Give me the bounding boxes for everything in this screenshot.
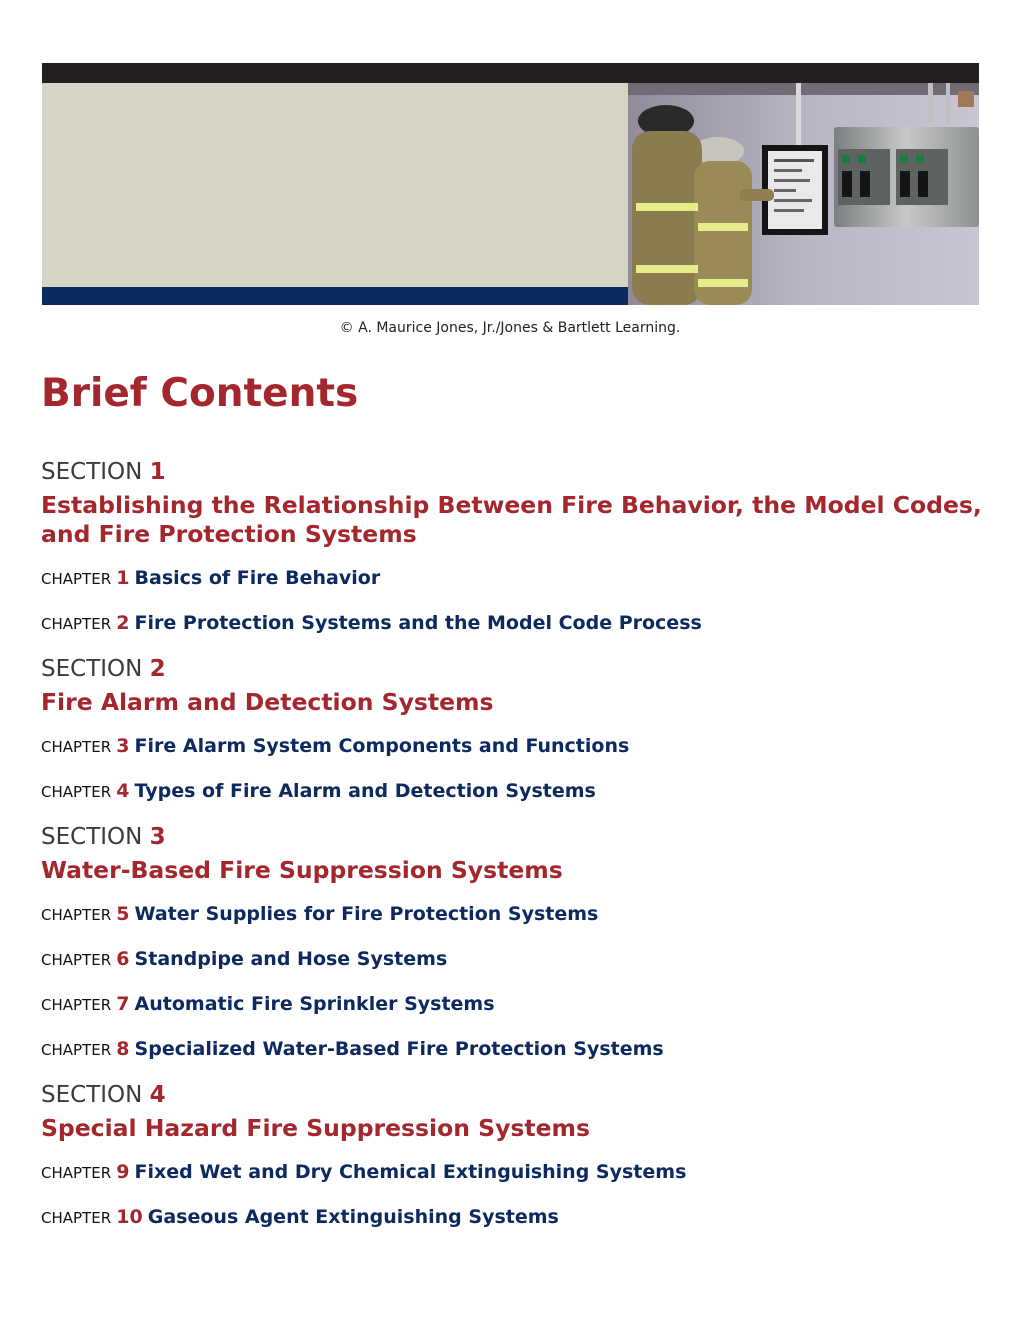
chapter-title[interactable]: Types of Fire Alarm and Detection Systems <box>134 780 596 802</box>
chapter-word: CHAPTER <box>41 615 112 633</box>
chapter-entry[interactable] <box>41 731 986 762</box>
page-title: Brief Contents <box>41 371 359 416</box>
chapter-title[interactable]: Automatic Fire Sprinkler Systems <box>134 993 495 1015</box>
section-label <box>41 822 986 852</box>
chapter-number: 2 <box>116 612 130 634</box>
section-number: 3 <box>149 824 166 850</box>
chapter-entry[interactable] <box>41 1157 986 1188</box>
chapter-word: CHAPTER <box>41 783 112 801</box>
firefighters-photo <box>628 83 979 305</box>
chapter-entry[interactable] <box>41 899 986 930</box>
chapter-entry[interactable] <box>41 944 986 975</box>
header-banner <box>42 63 979 305</box>
chapter-entry[interactable] <box>41 563 986 594</box>
chapter-number: 8 <box>116 1038 130 1060</box>
chapter-word: CHAPTER <box>41 951 112 969</box>
section-label <box>41 1080 986 1110</box>
chapter-word: CHAPTER <box>41 570 112 588</box>
section-word: SECTION <box>41 459 143 485</box>
chapter-number: 6 <box>116 948 130 970</box>
section-label <box>41 457 986 487</box>
chapter-title[interactable]: Water Supplies for Fire Protection Systems <box>134 903 599 925</box>
section-number: 2 <box>149 656 166 682</box>
chapter-title[interactable]: Basics of Fire Behavior <box>134 567 381 589</box>
chapter-title[interactable]: Fire Protection Systems and the Model Code Process <box>134 612 702 634</box>
chapter-word: CHAPTER <box>41 1209 112 1227</box>
chapter-word: CHAPTER <box>41 996 112 1014</box>
chapter-entry[interactable] <box>41 989 986 1020</box>
banner-navy-bar <box>42 287 628 305</box>
section-word: SECTION <box>41 1082 143 1108</box>
table-of-contents <box>41 457 986 1248</box>
banner-beige-panel <box>42 83 628 287</box>
banner-top-bar <box>42 63 979 83</box>
chapter-title[interactable]: Fire Alarm System Components and Functions <box>134 735 630 757</box>
chapter-entry[interactable] <box>41 608 986 639</box>
section-4 <box>41 1080 986 1233</box>
section-number: 1 <box>149 459 166 485</box>
section-word: SECTION <box>41 656 143 682</box>
section-number: 4 <box>149 1082 166 1108</box>
chapter-number: 3 <box>116 735 130 757</box>
section-title: Water-Based Fire Suppression Systems <box>41 856 563 884</box>
chapter-title[interactable]: Fixed Wet and Dry Chemical Extinguishing Systems <box>134 1161 687 1183</box>
section-title: Special Hazard Fire Suppression Systems <box>41 1114 591 1142</box>
section-title: Fire Alarm and Detection Systems <box>41 688 494 716</box>
chapter-number: 4 <box>116 780 130 802</box>
photo-credit: © A. Maurice Jones, Jr./Jones & Bartlett Learning. <box>339 320 681 336</box>
chapter-entry[interactable] <box>41 1034 986 1065</box>
section-2 <box>41 654 986 807</box>
chapter-word: CHAPTER <box>41 1041 112 1059</box>
chapter-title[interactable]: Specialized Water-Based Fire Protection Systems <box>134 1038 664 1060</box>
chapter-number: 1 <box>116 567 130 589</box>
section-label <box>41 654 986 684</box>
chapter-title[interactable]: Gaseous Agent Extinguishing Systems <box>147 1206 559 1228</box>
section-title: Establishing the Relationship Between Fire Behavior, the Model Codes, and Fire Protection Systems <box>41 491 982 548</box>
chapter-title[interactable]: Standpipe and Hose Systems <box>134 948 448 970</box>
chapter-number: 9 <box>116 1161 130 1183</box>
chapter-number: 7 <box>116 993 130 1015</box>
chapter-word: CHAPTER <box>41 1164 112 1182</box>
section-word: SECTION <box>41 824 143 850</box>
chapter-entry[interactable] <box>41 1202 986 1233</box>
chapter-number: 10 <box>116 1206 143 1228</box>
section-1 <box>41 457 986 639</box>
chapter-number: 5 <box>116 903 130 925</box>
chapter-word: CHAPTER <box>41 906 112 924</box>
section-3 <box>41 822 986 1065</box>
chapter-entry[interactable] <box>41 776 986 807</box>
chapter-word: CHAPTER <box>41 738 112 756</box>
